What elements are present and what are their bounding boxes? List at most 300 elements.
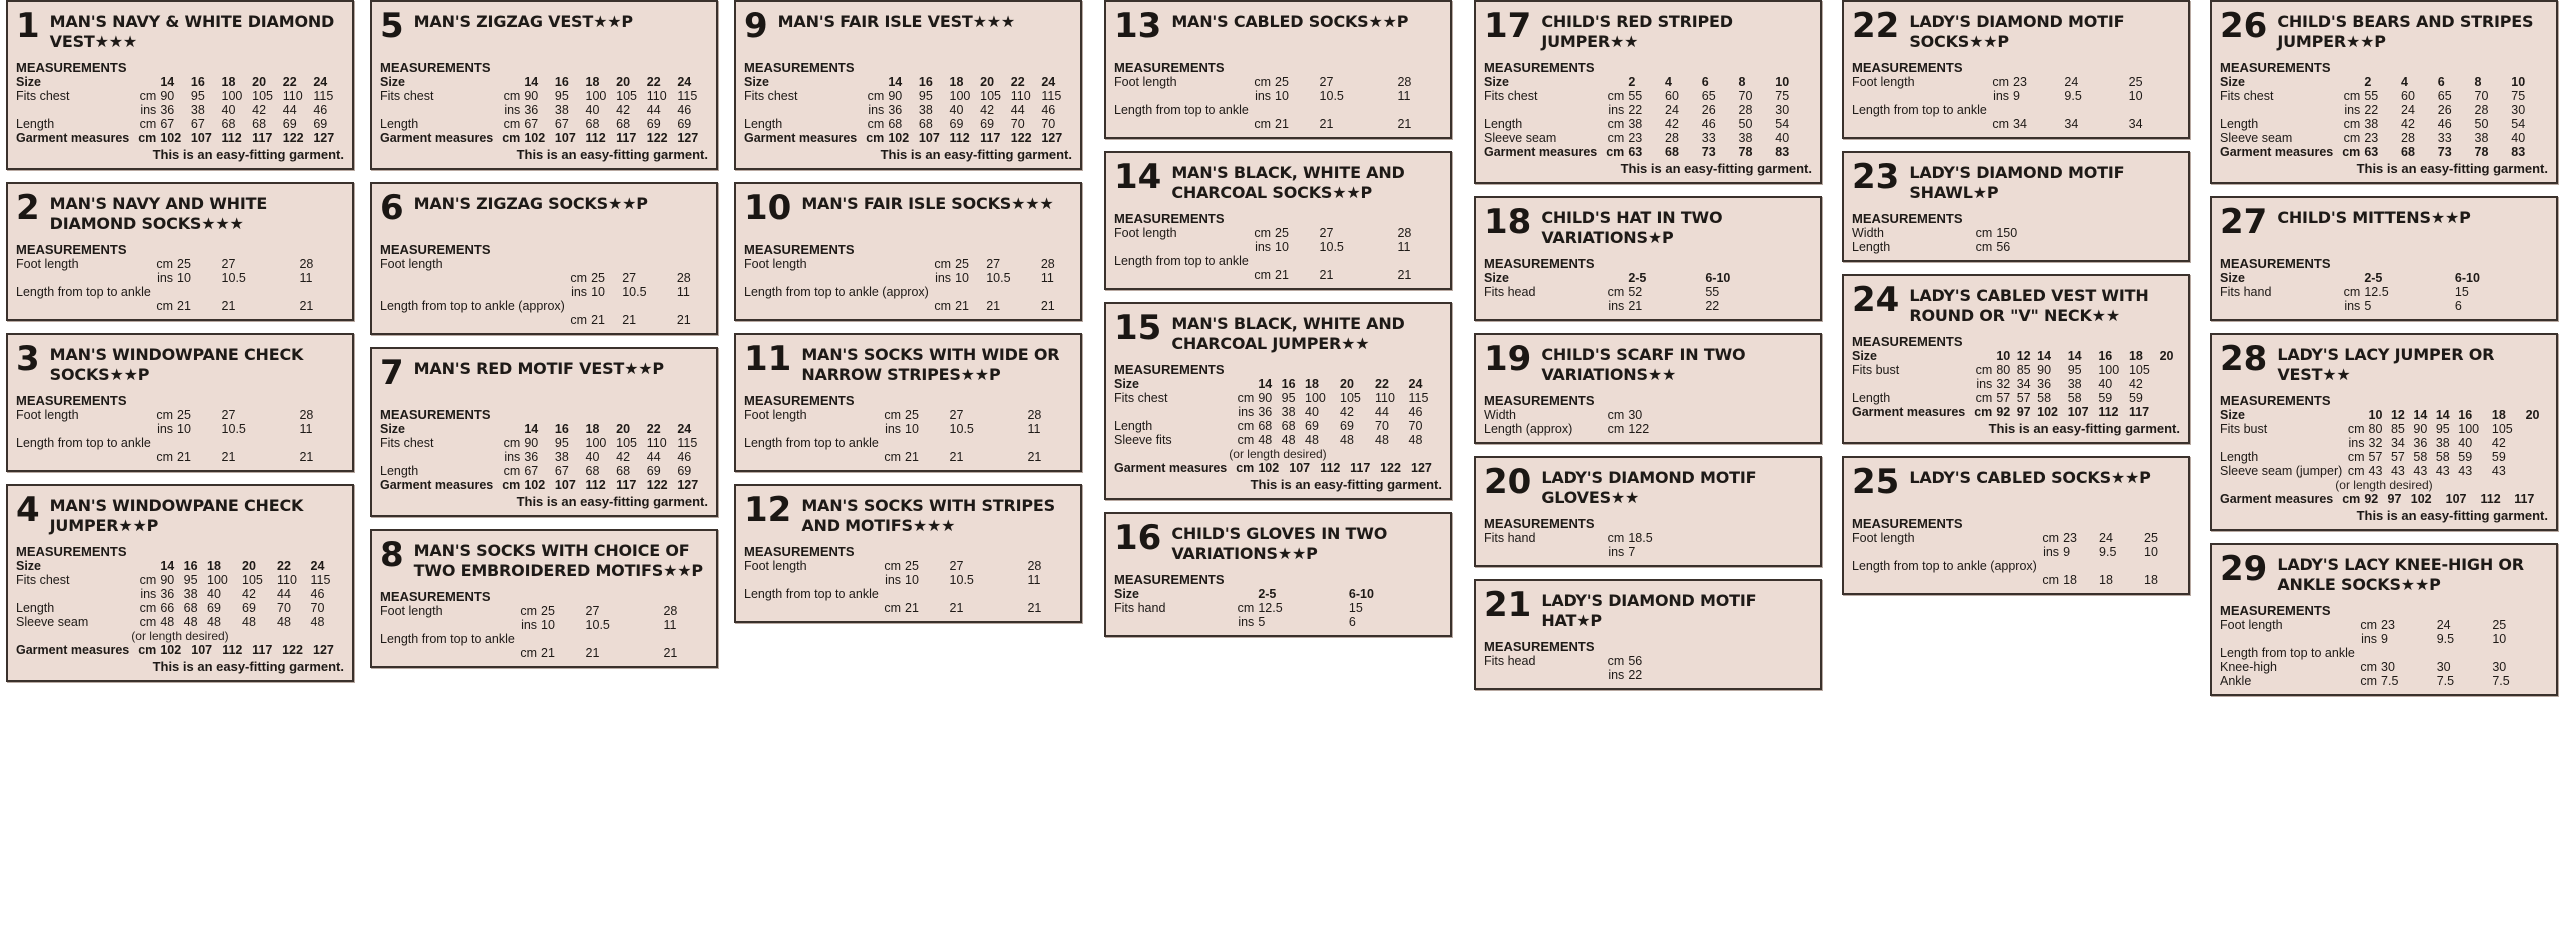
value-cell: 8 xyxy=(2474,75,2482,89)
measurements-heading: MEASUREMENTS xyxy=(1852,516,1963,531)
title-text: MAN'S FAIR ISLE SOCKS xyxy=(801,194,1012,213)
measurement-row xyxy=(744,408,1072,422)
unit-label xyxy=(1602,75,1628,89)
value-cell: 127 xyxy=(1411,461,1432,475)
title-text: MAN'S NAVY AND WHITE DIAMOND SOCKS xyxy=(49,194,268,233)
row-label: Fits head xyxy=(1484,654,1536,668)
unit-label: cm xyxy=(139,615,157,629)
difficulty-rating: ★★P xyxy=(593,12,633,31)
value-cell: 117 xyxy=(252,643,273,657)
pattern-card-3 xyxy=(6,333,354,472)
value-cell: 56 xyxy=(1628,654,1643,668)
card-header xyxy=(1484,464,1812,510)
pattern-title xyxy=(1909,282,2180,326)
value-cell: 14 xyxy=(160,75,175,89)
measurement-row xyxy=(2220,285,2548,299)
card-header xyxy=(1852,282,2180,328)
unit-label: cm xyxy=(139,89,157,103)
value-cell: 21 xyxy=(1628,299,1643,313)
measurement-row xyxy=(1852,559,2180,573)
measurements-table xyxy=(16,257,344,313)
value-cell: 27 xyxy=(1319,75,1334,89)
value-cell xyxy=(2381,646,2437,660)
value-cell: 107 xyxy=(554,478,576,492)
measurement-row xyxy=(1852,103,2180,117)
value-cell: 40 xyxy=(585,450,600,464)
value-cell: 100 xyxy=(207,573,228,587)
row-label: Garment measures xyxy=(2220,492,2334,506)
measurement-row xyxy=(2220,660,2548,674)
measurement-row xyxy=(1852,89,2180,103)
card-header xyxy=(1114,159,1442,205)
pattern-number: 7 xyxy=(380,353,404,393)
value-cell: 21 xyxy=(622,313,637,327)
row-label xyxy=(744,450,879,464)
value-cell: 36 xyxy=(524,450,539,464)
value-cell: 9.5 xyxy=(2064,89,2082,103)
measurement-row xyxy=(1114,587,1442,601)
value-cell: 28 xyxy=(1665,131,1679,145)
measurement-row xyxy=(16,89,344,103)
measurement-row xyxy=(1484,75,1812,89)
measurements-table xyxy=(1484,408,1812,436)
value-cell: 66 xyxy=(160,601,175,615)
value-cell: 83 xyxy=(2511,145,2526,159)
value-cell: 115 xyxy=(1041,89,1062,103)
measurement-row xyxy=(1852,545,2180,559)
title-text: MAN'S ZIGZAG VEST xyxy=(413,12,594,31)
measurement-row xyxy=(380,75,708,89)
value-cell: 57 xyxy=(2368,450,2383,464)
card-header xyxy=(1484,204,1812,250)
pattern-number: 21 xyxy=(1484,585,1532,625)
note-text: (or length desired) xyxy=(131,629,229,643)
difficulty-rating: ★★P xyxy=(2110,468,2151,487)
value-cell: 10 xyxy=(1996,349,2011,363)
row-label: Length xyxy=(16,117,55,131)
value-cell: 25 xyxy=(2128,75,2143,89)
measurement-row xyxy=(2220,75,2548,89)
value-cell: 10 xyxy=(177,271,191,285)
value-cell: 48 xyxy=(160,615,175,629)
value-cell: 107 xyxy=(1289,461,1311,475)
value-cell: 9 xyxy=(2013,89,2020,103)
value-cell: 10.5 xyxy=(949,573,974,587)
value-cell: 25 xyxy=(955,257,969,271)
unit-label: cm xyxy=(2347,450,2365,464)
measurement-row xyxy=(1114,240,1442,254)
unit-label: cm xyxy=(1254,117,1272,131)
row-label: Sleeve seam xyxy=(2220,131,2293,145)
measurements-heading: MEASUREMENTS xyxy=(1852,211,1963,226)
row-label xyxy=(1114,89,1249,103)
value-cell: 56 xyxy=(1996,240,2011,254)
measurement-row xyxy=(1114,615,1442,629)
value-cell: 54 xyxy=(2511,117,2526,131)
row-label: Fits hand xyxy=(1484,531,1536,545)
pattern-number: 28 xyxy=(2220,339,2268,379)
value-cell: 80 xyxy=(2368,422,2383,436)
row-label: Length xyxy=(16,601,55,615)
title-text: MAN'S SOCKS WITH STRIPES AND MOTIFS xyxy=(801,496,1055,535)
value-cell: 28 xyxy=(1738,103,1753,117)
pattern-number: 13 xyxy=(1114,6,1162,46)
measurement-row xyxy=(2220,131,2548,145)
measurement-row xyxy=(380,103,708,117)
measurement-row xyxy=(1852,226,2180,240)
measurement-row xyxy=(2220,271,2548,285)
title-text: CHILD'S SCARF IN TWO VARIATIONS xyxy=(1541,345,1746,384)
value-cell: 16 xyxy=(190,75,205,89)
value-cell: 105 xyxy=(616,89,637,103)
pattern-card-16 xyxy=(1104,512,1452,637)
measurement-row xyxy=(16,422,344,436)
value-cell: 40 xyxy=(2458,436,2473,450)
value-cell: 14 xyxy=(2435,408,2450,422)
unit-label: cm xyxy=(139,601,157,615)
measurement-row xyxy=(744,131,1072,145)
row-label: Size xyxy=(16,75,42,89)
value-cell: 68 xyxy=(1665,145,1679,159)
value-cell: 122 xyxy=(1380,461,1401,475)
pattern-card-23 xyxy=(1842,151,2190,262)
value-cell: 2-5 xyxy=(1258,587,1277,601)
value-cell: 10 xyxy=(177,422,191,436)
value-cell: 23 xyxy=(1628,131,1643,145)
value-cell: 55 xyxy=(1705,285,1720,299)
value-cell: 21 xyxy=(221,299,236,313)
difficulty-rating: ★P xyxy=(1647,228,1674,247)
value-cell: 11 xyxy=(299,271,313,285)
measurements-table xyxy=(16,75,344,145)
value-cell: 42 xyxy=(616,450,631,464)
unit-label: cm xyxy=(1992,75,2010,89)
unit-label: cm xyxy=(156,450,174,464)
value-cell: 28 xyxy=(2474,103,2489,117)
measurements-heading: MEASUREMENTS xyxy=(380,242,491,257)
value-cell: 18 xyxy=(2128,349,2143,363)
value-cell: 95 xyxy=(2435,422,2450,436)
value-cell: 54 xyxy=(1775,117,1790,131)
value-cell: 12.5 xyxy=(2364,285,2389,299)
value-cell: 21 xyxy=(1275,117,1289,131)
measurements-table xyxy=(380,422,708,492)
card-header xyxy=(1484,587,1812,633)
measurements-table xyxy=(2220,75,2548,159)
value-cell: 48 xyxy=(1408,433,1423,447)
value-cell: 36 xyxy=(524,103,539,117)
title-text: MAN'S WINDOWPANE CHECK SOCKS xyxy=(49,345,304,384)
row-label xyxy=(2220,632,2355,646)
unit-label xyxy=(929,285,955,299)
value-cell: 95 xyxy=(918,89,933,103)
value-cell: 48 xyxy=(1258,433,1273,447)
value-cell: 92 xyxy=(1996,405,2011,419)
value-cell: 16 xyxy=(554,75,569,89)
value-cell: 21 xyxy=(221,450,236,464)
measurements-heading: MEASUREMENTS xyxy=(744,393,855,408)
measurement-row xyxy=(1114,75,1442,89)
value-cell: 26 xyxy=(2437,103,2452,117)
unit-label: cm xyxy=(156,408,174,422)
value-cell: 43 xyxy=(2458,464,2473,478)
row-label: Size xyxy=(1852,349,1878,363)
value-cell: 110 xyxy=(1375,391,1395,405)
value-cell: 48 xyxy=(1375,433,1389,447)
unit-label: cm xyxy=(502,478,521,492)
measurement-row xyxy=(1852,363,2180,377)
title-text: CHILD'S MITTENS xyxy=(2277,208,2431,227)
row-label: Fits chest xyxy=(1484,89,1538,103)
value-cell: 20 xyxy=(616,75,631,89)
value-cell: 67 xyxy=(190,117,205,131)
row-label: Foot length xyxy=(744,559,807,573)
unit-label: cm xyxy=(884,450,902,464)
value-cell xyxy=(955,285,986,299)
garment-row xyxy=(16,643,344,657)
unit-label: ins xyxy=(521,618,538,632)
easy-fitting-note: This is an easy-fitting garment. xyxy=(2356,508,2548,523)
value-cell xyxy=(2013,103,2064,117)
pattern-card-4 xyxy=(6,484,354,682)
unit-label: cm xyxy=(156,299,174,313)
title-text: LADY'S DIAMOND MOTIF SHAWL xyxy=(1909,163,2125,202)
unit-label: cm xyxy=(1237,391,1255,405)
value-cell: 36 xyxy=(2037,377,2052,391)
pattern-title xyxy=(2277,8,2548,52)
unit-label: cm xyxy=(934,299,952,313)
value-cell: 18 xyxy=(2491,408,2506,422)
measurements-heading: MEASUREMENTS xyxy=(1484,639,1595,654)
difficulty-rating: ★P xyxy=(1576,611,1602,630)
pattern-number: 12 xyxy=(744,490,792,530)
value-cell: 2 xyxy=(2364,75,2372,89)
pattern-title xyxy=(50,492,344,536)
pattern-title xyxy=(50,8,344,52)
unit-label: ins xyxy=(2344,299,2361,313)
unit-label: cm xyxy=(1237,419,1255,433)
measurement-row xyxy=(1852,117,2180,131)
unit-label: cm xyxy=(502,131,521,145)
card-header xyxy=(380,8,708,54)
value-cell: 75 xyxy=(1775,89,1790,103)
value-cell: 46 xyxy=(1701,117,1716,131)
value-cell: 42 xyxy=(980,103,995,117)
pattern-title xyxy=(50,190,344,234)
value-cell: 75 xyxy=(2511,89,2526,103)
difficulty-rating: ★★P xyxy=(1969,32,2009,51)
value-cell: 22 xyxy=(1375,377,1389,391)
value-cell: 112 xyxy=(2098,405,2119,419)
value-cell: 112 xyxy=(1320,461,1341,475)
value-cell: 38 xyxy=(183,587,198,601)
measurement-row xyxy=(1484,545,1812,559)
measurements-table xyxy=(1114,377,1442,447)
value-cell: 127 xyxy=(677,478,699,492)
title-text: LADY'S DIAMOND MOTIF HAT xyxy=(1541,591,1757,630)
title-text: LADY'S CABLED SOCKS xyxy=(1909,468,2111,487)
value-cell: 107 xyxy=(191,643,213,657)
measurements-heading: MEASUREMENTS xyxy=(16,242,127,257)
value-cell: 18 xyxy=(221,75,236,89)
measurements-heading: MEASUREMENTS xyxy=(744,544,855,559)
value-cell: 127 xyxy=(677,131,699,145)
value-cell: 7.5 xyxy=(2436,674,2455,688)
value-cell: 110 xyxy=(282,89,303,103)
pattern-title xyxy=(2277,551,2548,595)
pattern-card-21 xyxy=(1474,579,1822,690)
row-label: Length xyxy=(2220,117,2259,131)
value-cell: 110 xyxy=(646,436,667,450)
measurement-row xyxy=(2220,450,2548,464)
value-cell: 21 xyxy=(1275,268,1289,282)
measurements-table xyxy=(1484,75,1812,159)
easy-fitting-note: This is an easy-fitting garment. xyxy=(2356,161,2548,176)
measurement-row xyxy=(1114,268,1442,282)
measurement-row xyxy=(744,450,1072,464)
measurement-row xyxy=(16,601,344,615)
value-cell: 69 xyxy=(242,601,256,615)
unit-label xyxy=(515,632,541,646)
value-cell: 25 xyxy=(177,257,191,271)
value-cell: 21 xyxy=(663,646,678,660)
row-label: Length from top to ankle xyxy=(16,436,151,450)
value-cell xyxy=(177,436,222,450)
row-label xyxy=(1484,103,1602,117)
unit-label xyxy=(2338,271,2364,285)
value-cell: 117 xyxy=(616,131,637,145)
value-cell: 16 xyxy=(2098,349,2113,363)
row-label xyxy=(2220,299,2338,313)
value-cell: 40 xyxy=(207,587,221,601)
unit-label xyxy=(1249,103,1275,117)
card-header xyxy=(16,190,344,236)
measurement-row xyxy=(380,117,708,131)
value-cell: 110 xyxy=(646,89,667,103)
pattern-title xyxy=(801,492,1072,536)
value-cell xyxy=(591,257,622,271)
value-cell: 15 xyxy=(1348,601,1363,615)
unit-label: cm xyxy=(503,436,521,450)
measurements-heading: MEASUREMENTS xyxy=(1114,60,1225,75)
measurement-row xyxy=(380,257,708,271)
pattern-title xyxy=(1541,587,1812,631)
row-label: Length xyxy=(380,117,419,131)
value-cell: 70 xyxy=(277,601,291,615)
measurements-heading: MEASUREMENTS xyxy=(1852,334,1963,349)
measurements-table xyxy=(1852,75,2180,131)
unit-label xyxy=(1232,377,1258,391)
value-cell: 46 xyxy=(677,103,692,117)
value-cell: 90 xyxy=(160,89,175,103)
value-cell: 21 xyxy=(1397,268,1412,282)
value-cell: 44 xyxy=(282,103,297,117)
measurement-row xyxy=(16,257,344,271)
measurement-row xyxy=(380,313,708,327)
unit-label xyxy=(565,299,591,313)
value-cell: 73 xyxy=(1701,145,1716,159)
value-cell: 83 xyxy=(1775,145,1790,159)
value-cell: 115 xyxy=(313,89,334,103)
measurement-row xyxy=(1114,254,1442,268)
unit-label: cm xyxy=(1975,240,1993,254)
title-text: CHILD'S RED STRIPED JUMPER xyxy=(1541,12,1733,51)
title-text: MAN'S SOCKS WITH WIDE OR NARROW STRIPES xyxy=(801,345,1060,384)
measurement-row xyxy=(16,271,344,285)
value-cell: 69 xyxy=(646,117,661,131)
value-cell: 25 xyxy=(1275,75,1289,89)
row-label xyxy=(2220,436,2342,450)
value-cell: 67 xyxy=(524,117,539,131)
title-text: LADY'S LACY JUMPER OR VEST xyxy=(2277,345,2495,384)
value-cell: 28 xyxy=(299,257,314,271)
value-cell: 117 xyxy=(252,131,273,145)
value-cell: 22 xyxy=(646,422,661,436)
row-label xyxy=(2220,103,2338,117)
pattern-title xyxy=(414,355,664,379)
value-cell: 23 xyxy=(2364,131,2379,145)
value-cell: 48 xyxy=(277,615,291,629)
value-cell: 55 xyxy=(2364,89,2379,103)
measurement-row xyxy=(1114,89,1442,103)
row-label: Garment measures xyxy=(2220,145,2334,159)
value-cell: cm xyxy=(2342,492,2361,506)
row-label xyxy=(1852,89,1987,103)
value-cell: 6-10 xyxy=(1348,587,1374,601)
measurement-row xyxy=(1114,601,1442,615)
unit-label: cm xyxy=(1607,285,1625,299)
measurement-row xyxy=(16,450,344,464)
unit-label xyxy=(1970,349,1996,363)
value-cell: 60 xyxy=(2401,89,2415,103)
value-cell: 60 xyxy=(1665,89,1679,103)
measurements-table xyxy=(1852,531,2180,587)
value-cell: 21 xyxy=(177,450,191,464)
value-cell: 95 xyxy=(190,89,205,103)
value-cell: 2-5 xyxy=(1628,271,1647,285)
pattern-number: 15 xyxy=(1114,308,1162,348)
card-header xyxy=(1852,8,2180,54)
pattern-number: 18 xyxy=(1484,202,1532,242)
value-cell: 14 xyxy=(888,75,903,89)
value-cell: 40 xyxy=(221,103,236,117)
value-cell: 6 xyxy=(1701,75,1709,89)
unit-label: cm xyxy=(156,257,174,271)
value-cell: 97 xyxy=(2387,492,2402,506)
value-cell: 105 xyxy=(980,89,1001,103)
value-cell: 24 xyxy=(313,75,328,89)
value-cell: 68 xyxy=(2401,145,2415,159)
value-cell: 15 xyxy=(2454,285,2469,299)
unit-label: ins xyxy=(2344,103,2361,117)
row-label: Length xyxy=(1852,391,1891,405)
unit-label: ins xyxy=(504,450,521,464)
value-cell: 110 xyxy=(277,573,297,587)
unit-label: cm xyxy=(1975,226,1993,240)
pattern-title xyxy=(414,190,648,214)
measurement-row xyxy=(380,618,708,632)
value-cell: 58 xyxy=(2435,450,2450,464)
value-cell: 18 xyxy=(2144,573,2158,587)
value-cell: 34 xyxy=(2013,117,2027,131)
card-header xyxy=(1484,341,1812,387)
measurement-row xyxy=(16,299,344,313)
unit-label: cm xyxy=(520,646,538,660)
row-label: Sleeve seam (jumper) xyxy=(2220,464,2343,478)
value-cell: 69 xyxy=(677,464,692,478)
row-label xyxy=(16,422,151,436)
value-cell: 44 xyxy=(277,587,291,601)
